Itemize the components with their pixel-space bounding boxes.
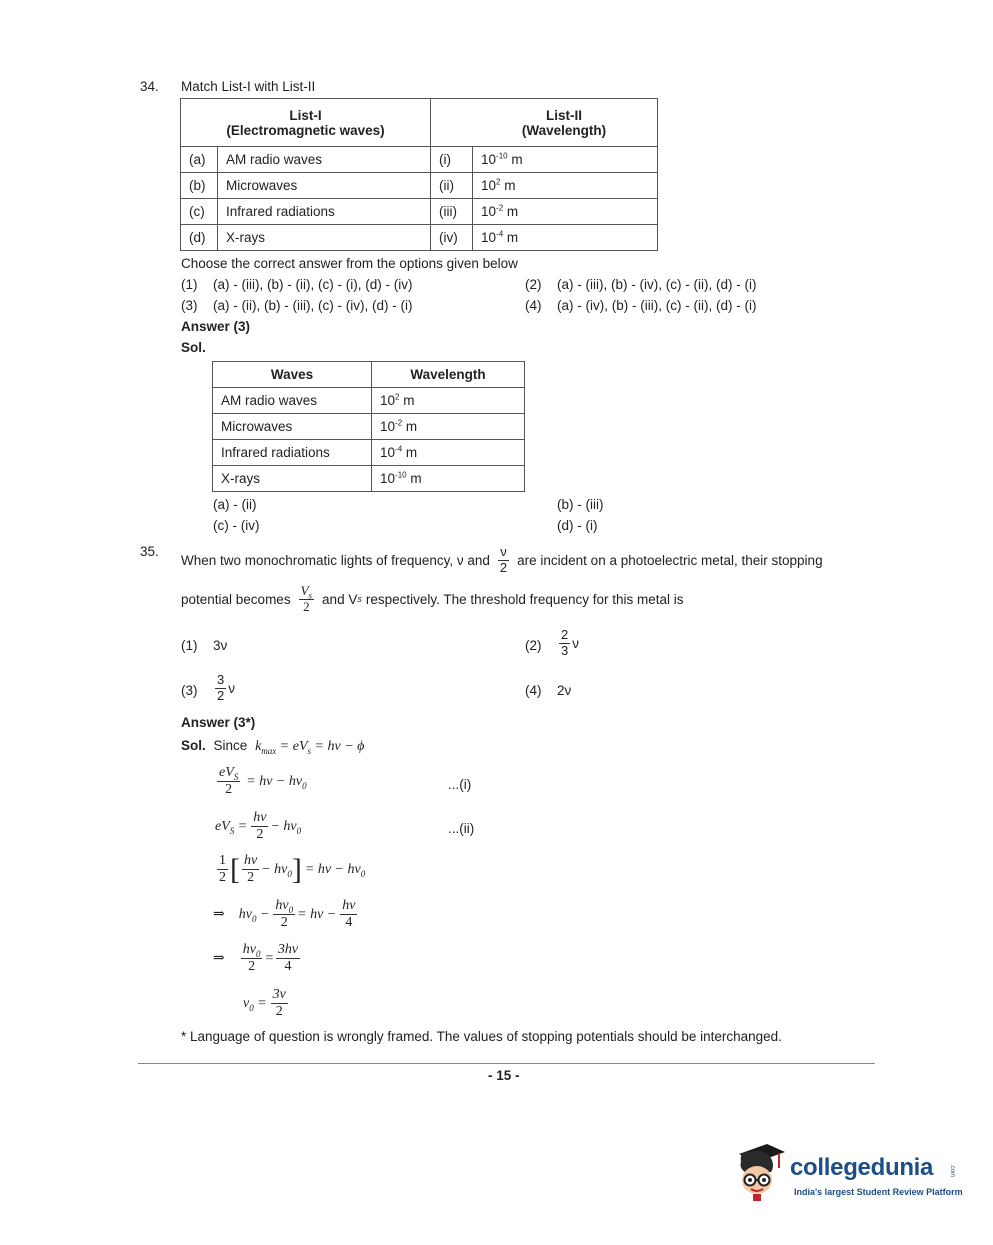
match-d: (d) - (i) <box>557 518 598 533</box>
table-row: Microwaves $10^{-2}$ m <box>213 414 525 440</box>
list-match-table <box>180 98 658 251</box>
table-row: Infrared radiations $10^{-4}$ m <box>213 440 525 466</box>
equation-3: $\frac{1}{2}$ [ $\frac{h\nu}{2}$ − $h\nu_0$ ] = $h\nu - h\nu_0$ <box>219 852 366 886</box>
list1-header: List-I (Electromagnetic waves) <box>181 99 431 147</box>
table-row: AM radio waves $10^2$ m <box>213 388 525 414</box>
q34-option-1-no: (1) <box>181 277 198 292</box>
table-row: (a) AM radio waves (i) $10^{-10}$ m <box>181 147 658 173</box>
question-35-line-2: potential becomes $\frac{V_s}{2}$ and V s respectively. The threshold frequency for this metal is <box>181 583 684 614</box>
logo-wordmark: collegedunia <box>790 1154 934 1181</box>
q34-option-4: (a) - (iv), (b) - (iii), (c) - (ii), (d) - (i) <box>557 298 757 313</box>
match-c: (c) - (iv) <box>213 518 260 533</box>
equation-4: ⇒ $h\nu_0$ − $\frac{h\nu_0}{2}$ = hν − $\frac{h\nu}{4}$ <box>213 898 356 931</box>
q34-sol-label: Sol. <box>181 340 206 355</box>
q35-option-1-no: (1) <box>181 638 198 653</box>
q35-option-3-no: (3) <box>181 683 198 698</box>
question-35-number: 35. <box>140 544 159 559</box>
page-number: - 15 - <box>488 1068 520 1083</box>
q35-option-2: $\frac{2}{3}$ ν <box>561 627 579 658</box>
q34-option-1: (a) - (iii), (b) - (ii), (c) - (i), (d) - (iv) <box>213 277 413 292</box>
equation-5: ⇒ $\frac{h\nu_0}{2}$ = $\frac{3h\nu}{4}$ <box>213 942 299 975</box>
footnote: * Language of question is wrongly framed. The values of stopping potentials should be interchanged. <box>181 1029 782 1044</box>
collegedunia-mascot-icon <box>735 1138 785 1204</box>
equation-1: $\frac{eV_S}{2}$ = $h\nu - h\nu_0$ <box>219 765 307 798</box>
equation-2-tag: ...(ii) <box>448 821 475 836</box>
table-row: (b) Microwaves (ii) $10^2$ m <box>181 173 658 199</box>
question-35-line-1: When two monochromatic lights of frequency, ν and $\frac{\nu}{2}$ are incident on a photoelectric metal, their stopping <box>181 544 823 575</box>
q35-sol-line: Sol. Since $k_{max} = eV_s = h\nu - \phi$ <box>181 738 365 756</box>
q35-option-1: 3ν <box>213 638 228 653</box>
equation-6: $\nu_0$ = $\frac{3\nu}{2}$ <box>243 987 286 1020</box>
q34-option-2-no: (2) <box>525 277 542 292</box>
logo-tagline: India's largest Student Review Platform <box>794 1187 963 1197</box>
list2-header: List-II (Wavelength) <box>431 99 658 147</box>
q34-option-3-no: (3) <box>181 298 198 313</box>
q35-option-3: $\frac{3}{2}$ ν <box>217 672 235 703</box>
table-row: X-rays $10^{-10}$ m <box>213 466 525 492</box>
question-34-text: Match List-I with List-II <box>181 79 316 94</box>
footer-divider <box>138 1063 875 1064</box>
question-34-number: 34. <box>140 79 159 94</box>
equation-2: $eV_S$ = $\frac{h\nu}{2}$ − $h\nu_0$ <box>215 810 302 843</box>
q34-option-3: (a) - (ii), (b) - (iii), (c) - (iv), (d) - (i) <box>213 298 413 313</box>
q35-option-2-no: (2) <box>525 638 542 653</box>
solution-table: Waves Wavelength AM radio waves $10^2$ m Microwaves $10^{-2}$ m Infrared radiations $10^{-4}$ m X-rays $10^{-10}$ m <box>212 361 525 492</box>
table-row: (c) Infrared radiations (iii) $10^{-2}$ m <box>181 199 658 225</box>
table-row: (d) X-rays (iv) $10^{-4}$ m <box>181 225 658 251</box>
q35-option-4: 2ν <box>557 683 572 698</box>
q35-option-4-no: (4) <box>525 683 542 698</box>
logo-com: .com <box>949 1164 955 1178</box>
q34-answer: Answer (3) <box>181 319 251 334</box>
equation-1-tag: ...(i) <box>448 777 472 792</box>
match-a: (a) - (ii) <box>213 497 257 512</box>
instruction-text: Choose the correct answer from the options given below <box>181 256 518 271</box>
match-b: (b) - (iii) <box>557 497 604 512</box>
q34-option-4-no: (4) <box>525 298 542 313</box>
q34-option-2: (a) - (iii), (b) - (iv), (c) - (ii), (d) - (i) <box>557 277 757 292</box>
q35-answer: Answer (3*) <box>181 715 256 730</box>
